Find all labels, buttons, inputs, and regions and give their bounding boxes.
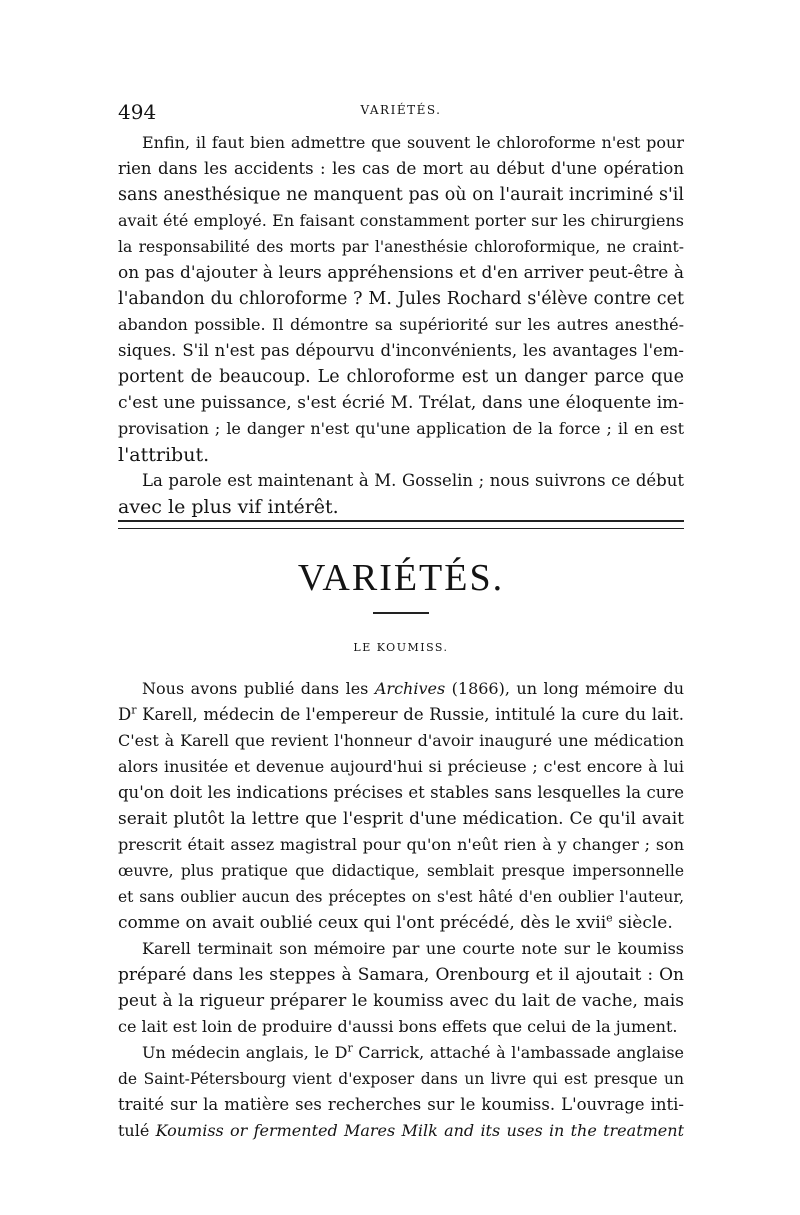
text-line: avait été employé. En faisant constamment porter sur les chirurgiens — [118, 211, 684, 230]
text-line: abandon possible. Il démontre sa supériorité sur les autres anesthé- — [118, 315, 684, 334]
text-line: l'abandon du chloroforme ? M. Jules Rochard s'élève contre cet — [118, 289, 684, 309]
text-line: C'est à Karell que revient l'honneur d'avoir inauguré une médication — [118, 731, 684, 750]
text-line: La parole est maintenant à M. Gosselin ; nous suivrons ce début — [142, 471, 684, 490]
text-line: portent de beaucoup. Le chloroforme est un danger parce que — [118, 367, 684, 387]
text-line: Karell terminait son mémoire par une courte note sur le koumiss — [142, 939, 684, 958]
text-line: comme on avait oublié ceux qui l'ont précédé, dès le xvii$^e$ siècle. — [118, 911, 673, 933]
text-line: et sans oublier aucun des préceptes on s'est hâté d'en oublier l'auteur, — [118, 888, 684, 906]
page-number: 494 — [118, 100, 157, 124]
text-line: $D^r$ Karell, médecin de l'empereur de Russie, intitulé la cure du lait. — [118, 703, 684, 724]
text-line: c'est une puissance, s'est écrié M. Trélat, dans une éloquente im- — [118, 393, 684, 413]
text-line: qu'on doit les indications précises et stables sans lesquelles la cure — [118, 783, 684, 802]
text-line: prescrit était assez magistral pour qu'on n'eût rien à y changer ; son — [118, 835, 684, 854]
text-line: de Saint-Pétersbourg vient d'exposer dans un livre qui est presque un — [118, 1070, 684, 1088]
text-line: peut à la rigueur préparer le koumiss avec du lait de vache, mais — [118, 991, 684, 1011]
text-line: siques. S'il n'est pas dépourvu d'inconvénients, les avantages l'em- — [118, 341, 684, 360]
section-title: VARIÉTÉS. — [297, 557, 505, 599]
text-line: alors inusitée et devenue aujourd'hui si précieuse ; c'est encore à lui — [118, 757, 684, 776]
text-line: avec le plus vif intérêt. — [118, 496, 339, 518]
running-title: VARIÉTÉS. — [360, 103, 442, 117]
text-line: œuvre, plus pratique que didactique, semblait presque impersonnelle — [118, 862, 684, 880]
text-line: l'attribut. — [118, 444, 210, 466]
text-line: Un médecin anglais, le $D^r$ Carrick, attaché à l'ambassade anglaise — [142, 1041, 684, 1062]
text-line: préparé dans les steppes à Samara, Orenbourg et il ajoutait : On — [118, 965, 684, 985]
section-divider-thin — [118, 528, 684, 529]
section-divider-thick — [118, 520, 684, 522]
text-line: on pas d'ajouter à leurs appréhensions et d'en arriver peut-être à — [118, 263, 684, 283]
article-subheading: LE KOUMISS. — [353, 641, 449, 654]
text-line: rien dans les accidents : les cas de mort au début d'une opération — [118, 159, 684, 178]
text-line: la responsabilité des morts par l'anesthésie chloroformique, ne craint- — [118, 238, 684, 256]
text-line: traité sur la matière ses recherches sur le koumiss. L'ouvrage inti- — [118, 1095, 684, 1114]
running-head — [118, 100, 684, 124]
text-line: ce lait est loin de produire d'aussi bons effets que celui de la jument. — [118, 1017, 678, 1036]
text-line: serait plutôt la lettre que l'esprit d'une médication. Ce qu'il avait — [118, 809, 684, 829]
title-rule — [373, 612, 429, 614]
text-line: Nous avons publié dans les Archives (1866), un long mémoire du — [142, 679, 684, 698]
text-line: Enfin, il faut bien admettre que souvent le chloroforme n'est pour — [142, 133, 684, 152]
text-line: provisation ; le danger n'est qu'une application de la force ; il en est — [118, 419, 684, 438]
text-line: sans anesthésique ne manquent pas où on l'aurait incriminé s'il — [118, 185, 684, 205]
text-line: tulé Koumiss or fermented Mares Milk and its uses in the treatment — [118, 1121, 684, 1140]
